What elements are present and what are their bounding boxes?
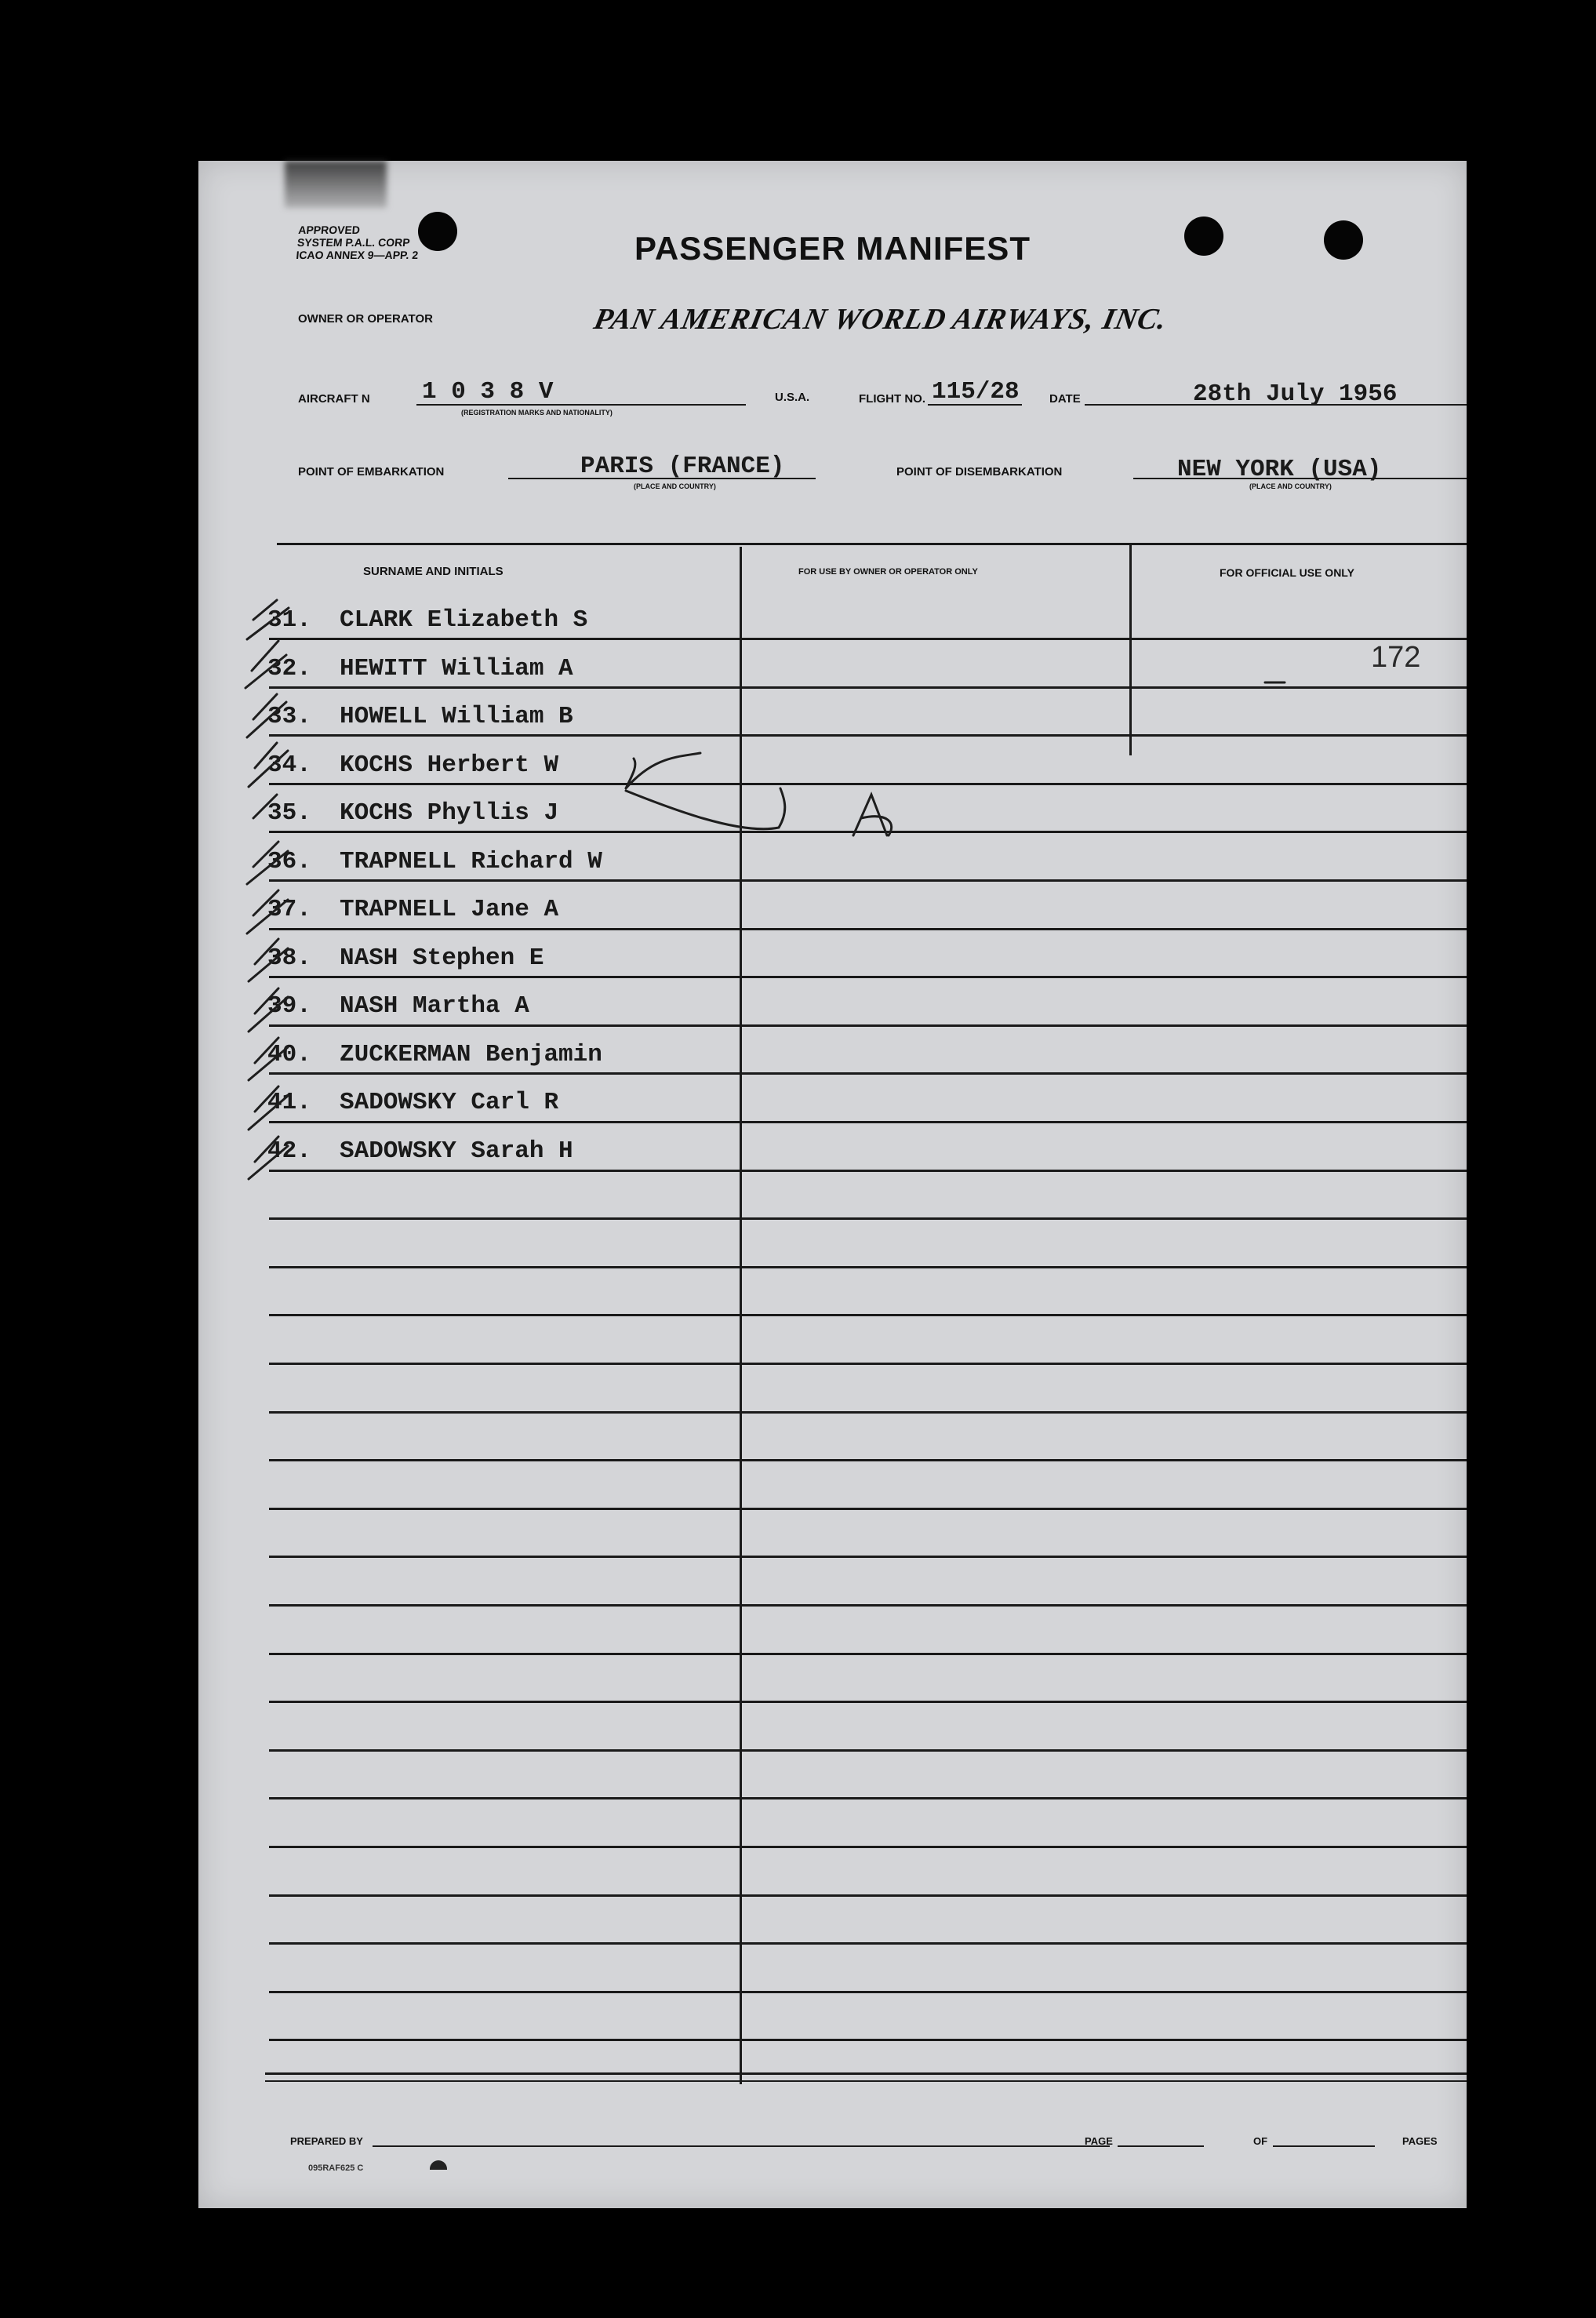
page-underline bbox=[1118, 2145, 1204, 2147]
passenger-name: ZUCKERMAN Benjamin bbox=[340, 1040, 602, 1068]
prepared-by-label: PREPARED BY bbox=[290, 2135, 363, 2147]
row-number: 42. bbox=[267, 1137, 311, 1165]
page-title: PASSENGER MANIFEST bbox=[634, 230, 1031, 267]
table-rule bbox=[269, 1314, 1467, 1316]
disembarkation-label: POINT OF DISEMBARKATION bbox=[896, 465, 1063, 479]
table-rule bbox=[269, 1653, 1467, 1655]
official-number: 172 bbox=[1371, 641, 1421, 674]
scribble-mark bbox=[626, 788, 785, 829]
passenger-name: NASH Martha A bbox=[340, 992, 529, 1020]
aircraft-label: AIRCRAFT N bbox=[298, 392, 370, 406]
table-rule bbox=[269, 686, 1467, 689]
table-rule bbox=[269, 1701, 1467, 1703]
pages-label: PAGES bbox=[1402, 2135, 1438, 2147]
table-bottom-rule bbox=[265, 2080, 1467, 2082]
table-rule bbox=[269, 1942, 1467, 1945]
row-number: 35. bbox=[267, 799, 311, 827]
column-divider-2 bbox=[1129, 544, 1132, 755]
disembarkation-sublabel: (PLACE AND COUNTRY) bbox=[1249, 482, 1332, 490]
table-rule bbox=[269, 2039, 1467, 2041]
row-number: 41. bbox=[267, 1089, 311, 1116]
passenger-name: SADOWSKY Sarah H bbox=[340, 1137, 573, 1165]
passenger-name: SADOWSKY Carl R bbox=[340, 1089, 559, 1116]
passenger-name: TRAPNELL Jane A bbox=[340, 896, 559, 923]
flight-label: FLIGHT NO. bbox=[859, 392, 925, 406]
disembarkation-value: NEW YORK (USA) bbox=[1177, 456, 1382, 483]
table-rule bbox=[269, 1459, 1467, 1461]
table-rule bbox=[269, 1991, 1467, 1993]
row-number: 37. bbox=[267, 896, 311, 923]
row-number: 38. bbox=[267, 944, 311, 972]
table-rule bbox=[269, 1411, 1467, 1414]
passenger-name: HOWELL William B bbox=[340, 703, 573, 730]
of-label: OF bbox=[1253, 2135, 1268, 2147]
initial-mark bbox=[853, 795, 892, 835]
of-underline bbox=[1273, 2145, 1375, 2147]
form-number: 095RAF625 C bbox=[308, 2163, 364, 2173]
table-rule bbox=[269, 1749, 1467, 1752]
stamp-line: SYSTEM P.A.L. CORP bbox=[296, 236, 411, 249]
date-label: DATE bbox=[1049, 392, 1081, 406]
prepared-by-underline bbox=[373, 2145, 1110, 2147]
table-rule bbox=[269, 1072, 1467, 1075]
passenger-name: CLARK Elizabeth S bbox=[340, 606, 588, 634]
embarkation-value: PARIS (FRANCE) bbox=[580, 453, 785, 480]
table-rule bbox=[269, 1266, 1467, 1268]
row-number: 32. bbox=[267, 654, 311, 682]
operator-name: PAN AMERICAN WORLD AIRWAYS, INC. bbox=[591, 303, 1171, 336]
passenger-name: HEWITT William A bbox=[340, 654, 573, 682]
row-number: 33. bbox=[267, 703, 311, 730]
stamp-smudge bbox=[285, 161, 387, 208]
aircraft-sublabel: (REGISTRATION MARKS AND NATIONALITY) bbox=[461, 409, 613, 417]
stamp-line: ICAO ANNEX 9—APP. 2 bbox=[295, 249, 419, 261]
table-rule bbox=[269, 1846, 1467, 1848]
manifest-sheet bbox=[198, 161, 1467, 2208]
table-bottom-rule bbox=[265, 2072, 1467, 2075]
column-header-operator: FOR USE BY OWNER OR OPERATOR ONLY bbox=[798, 567, 978, 577]
table-rule bbox=[269, 879, 1467, 882]
table-rule bbox=[269, 831, 1467, 833]
table-rule bbox=[269, 1121, 1467, 1123]
date-value: 28th July 1956 bbox=[1193, 380, 1398, 408]
table-rule bbox=[269, 1217, 1467, 1220]
table-rule bbox=[269, 1170, 1467, 1172]
passenger-name: NASH Stephen E bbox=[340, 944, 544, 972]
row-number: 34. bbox=[267, 751, 311, 779]
table-rule bbox=[269, 638, 1467, 640]
passenger-name: TRAPNELL Richard W bbox=[340, 847, 602, 875]
embarkation-sublabel: (PLACE AND COUNTRY) bbox=[634, 482, 716, 490]
table-rule bbox=[269, 1797, 1467, 1799]
stamp-line: APPROVED bbox=[297, 224, 361, 236]
table-rule bbox=[269, 734, 1467, 737]
table-rule bbox=[269, 1556, 1467, 1558]
row-number: 40. bbox=[267, 1040, 311, 1068]
row-number: 31. bbox=[267, 606, 311, 634]
usa-label: U.S.A. bbox=[775, 391, 810, 404]
table-top-rule bbox=[277, 543, 1467, 545]
column-header-surname: SURNAME AND INITIALS bbox=[363, 565, 504, 578]
table-rule bbox=[269, 783, 1467, 785]
row-number: 36. bbox=[267, 847, 311, 875]
table-rule bbox=[269, 1508, 1467, 1510]
embarkation-label: POINT OF EMBARKATION bbox=[298, 465, 445, 479]
table-rule bbox=[269, 1024, 1467, 1027]
row-number: 39. bbox=[267, 992, 311, 1020]
table-rule bbox=[269, 1363, 1467, 1365]
aircraft-value: 1 0 3 8 V bbox=[422, 378, 554, 406]
printer-logo bbox=[430, 2160, 447, 2170]
table-rule bbox=[269, 1604, 1467, 1607]
column-header-official: FOR OFFICIAL USE ONLY bbox=[1220, 566, 1354, 579]
passenger-name: KOCHS Phyllis J bbox=[340, 799, 559, 827]
table-rule bbox=[269, 1894, 1467, 1897]
owner-label: OWNER OR OPERATOR bbox=[298, 312, 433, 326]
passenger-name: KOCHS Herbert W bbox=[340, 751, 559, 779]
table-rule bbox=[269, 976, 1467, 978]
table-rule bbox=[269, 928, 1467, 930]
flight-value: 115/28 bbox=[932, 378, 1020, 406]
page-label: PAGE bbox=[1085, 2135, 1113, 2147]
